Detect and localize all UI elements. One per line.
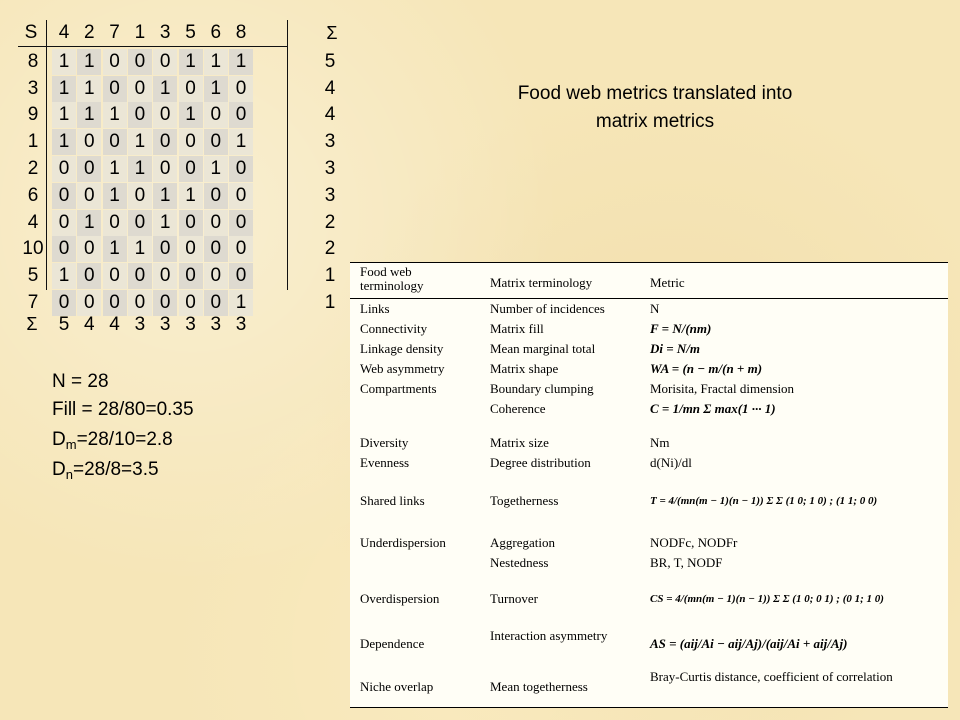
matrix-cell: 0 <box>52 290 76 316</box>
food-web-term: Niche overlap <box>360 679 434 694</box>
matrix-cell: 0 <box>204 263 228 289</box>
matrix-cell: 0 <box>128 290 152 316</box>
matrix-cell: 0 <box>204 236 228 262</box>
matrix-cell: 0 <box>179 290 203 316</box>
matrix-cell: 1 <box>52 102 76 128</box>
metric-formula: Nm <box>650 435 670 450</box>
matrix-term: Matrix fill <box>490 321 544 336</box>
col-sum: 3 <box>134 314 146 335</box>
food-web-term: Connectivity <box>360 321 428 336</box>
header-matrix: Matrix terminology <box>490 275 593 290</box>
matrix-cell: 1 <box>77 49 101 75</box>
row-sum: 1 <box>324 265 336 287</box>
matrix-cell: 0 <box>77 236 101 262</box>
matrix-col-label: 5 <box>185 22 196 43</box>
matrix-cell: 0 <box>204 102 228 128</box>
metric-formula: Bray-Curtis distance, coefficient of correlation <box>650 669 893 684</box>
matrix-term: Togetherness <box>490 493 559 508</box>
matrix-row-label: 1 <box>27 131 39 153</box>
matrix-right-rule <box>287 20 288 290</box>
matrix-cell: 0 <box>52 210 76 236</box>
matrix-term: Mean togetherness <box>490 679 588 694</box>
matrix-corner-label: S <box>24 22 38 43</box>
matrix-row-label: 6 <box>27 184 39 206</box>
matrix-cell: 1 <box>128 156 152 182</box>
header-metric: Metric <box>650 275 685 290</box>
matrix-cell: 0 <box>179 210 203 236</box>
matrix-cell: 1 <box>204 156 228 182</box>
matrix-term: Aggregation <box>490 535 555 550</box>
slide-title <box>470 80 840 136</box>
matrix-cell: 0 <box>204 183 228 209</box>
col-sum: 5 <box>58 314 70 335</box>
matrix-cell: 0 <box>153 156 177 182</box>
matrix-cell: 1 <box>103 183 127 209</box>
matrix-row-label: 2 <box>27 158 39 179</box>
col-sum: 4 <box>109 314 120 335</box>
matrix-cell: 1 <box>153 210 177 236</box>
food-web-term: Evenness <box>360 455 410 470</box>
matrix-cell: 1 <box>52 49 76 75</box>
title-line-2: matrix metrics <box>595 111 715 132</box>
matrix-cell: 0 <box>52 156 76 182</box>
matrix-term: Matrix shape <box>490 361 559 376</box>
matrix-cell: 1 <box>77 210 101 236</box>
header-food-web: Food web terminology <box>360 264 424 293</box>
matrix-cell: 1 <box>153 76 177 102</box>
row-sum: 4 <box>324 104 336 126</box>
matrix-cell: 1 <box>229 49 253 75</box>
matrix-cell: 0 <box>128 263 152 289</box>
matrix-term: Boundary clumping <box>490 381 594 396</box>
matrix-cell: 0 <box>229 210 253 236</box>
matrix-cell: 0 <box>128 76 152 102</box>
matrix-cell: 0 <box>52 183 76 209</box>
matrix-cell: 1 <box>77 76 101 102</box>
food-web-term: Diversity <box>360 435 409 450</box>
matrix-left-rule <box>46 20 47 290</box>
matrix-row-label: 8 <box>27 50 39 72</box>
row-sum: 3 <box>324 158 336 179</box>
matrix-col-label: 2 <box>84 22 95 43</box>
matrix-cell: 0 <box>103 210 127 236</box>
metric-formula: T = 4/(mn(m − 1)(n − 1)) Σ Σ (1 0; 1 0) ; (1 1; 0 0) <box>650 495 878 507</box>
row-sum-sigma: Σ <box>326 23 338 43</box>
stat-fill: Fill = 28/80=0.35 <box>52 399 194 420</box>
row-sum: 5 <box>324 50 336 72</box>
matrix-col-label: 8 <box>235 22 247 43</box>
matrix-cell: 0 <box>153 263 177 289</box>
matrix-cell: 1 <box>179 49 203 75</box>
metric-formula: Di = N/m <box>650 341 701 356</box>
matrix-cell: 0 <box>179 263 203 289</box>
stat-dm: $D_m=28/10=2.8$ <box>52 429 173 452</box>
table-bottom-rule <box>350 707 948 708</box>
matrix-cell: 0 <box>204 290 228 316</box>
matrix-col-label: 6 <box>210 22 222 43</box>
matrix-cell: 0 <box>229 156 253 182</box>
metric-formula: WA = (n − m/(n + m) <box>650 361 763 376</box>
title-line-1: Food web metrics translated into <box>517 83 793 104</box>
matrix-cell: 0 <box>52 236 76 262</box>
matrix-cell: 1 <box>52 263 76 289</box>
matrix-cell: 0 <box>128 49 152 75</box>
food-web-term: Shared links <box>360 493 425 508</box>
matrix-cell: 0 <box>229 236 253 262</box>
matrix-cell: 1 <box>204 76 228 102</box>
matrix-cell: 0 <box>77 290 101 316</box>
metric-formula: d(Ni)/dl <box>650 455 692 470</box>
matrix-cell: 1 <box>52 129 76 155</box>
matrix-row-label: 9 <box>27 104 39 126</box>
matrix-term: Turnover <box>490 591 538 606</box>
matrix-cell: 0 <box>77 129 101 155</box>
food-web-term: Linkage density <box>360 341 444 356</box>
matrix-cell: 1 <box>179 102 203 128</box>
table-header-rule <box>350 298 948 299</box>
matrix-cell: 0 <box>179 236 203 262</box>
matrix-cell: 1 <box>128 236 152 262</box>
matrix-cell: 0 <box>103 49 127 75</box>
metric-formula: AS = (aij/Ai − aij/Aj)/(aij/Ai + aij/Aj) <box>650 636 848 651</box>
matrix-cell: 0 <box>229 76 253 102</box>
matrix-cell: 0 <box>229 263 253 289</box>
matrix-row-label: 5 <box>27 265 39 287</box>
stat-links: N = 28 <box>52 371 109 392</box>
matrix-cell: 0 <box>128 102 152 128</box>
matrix-term: Coherence <box>490 401 546 416</box>
row-sum: 3 <box>324 131 336 153</box>
matrix-col-label: 7 <box>109 22 120 43</box>
row-sum: 2 <box>324 238 336 260</box>
matrix-cell: 1 <box>103 102 127 128</box>
matrix-term: Nestedness <box>490 555 549 570</box>
matrix-cell: 0 <box>229 102 253 128</box>
matrix-cell: 0 <box>103 263 127 289</box>
matrix-row-label: 10 <box>22 238 44 260</box>
col-sum: 3 <box>159 314 171 335</box>
matrix-cell: 1 <box>229 290 253 316</box>
row-sum: 3 <box>324 184 336 206</box>
matrix-cell: 0 <box>77 263 101 289</box>
metric-formula: Morisita, Fractal dimension <box>650 381 795 396</box>
metric-formula: CS = 4/(mn(m − 1)(n − 1)) Σ Σ (1 0; 0 1) ; (0 1; 1 0) <box>650 593 884 605</box>
matrix-cell: 0 <box>179 156 203 182</box>
matrix-term: Matrix size <box>490 435 549 450</box>
stat-dn: $D_n=28/8=3.5$ <box>52 459 159 482</box>
matrix-header-rule <box>18 46 288 47</box>
matrix-cell: 1 <box>204 49 228 75</box>
matrix-cell: 1 <box>103 156 127 182</box>
row-sum: 1 <box>324 292 336 313</box>
food-web-term: Dependence <box>360 636 425 651</box>
matrix-term: Interaction asymmetry <box>490 628 608 643</box>
table-top-rule <box>350 262 948 263</box>
metric-formula: N <box>650 301 660 316</box>
matrix-cell: 0 <box>179 129 203 155</box>
matrix-cell: 0 <box>204 210 228 236</box>
matrix-term: Number of incidences <box>490 301 605 316</box>
matrix-row-label: 4 <box>27 211 39 233</box>
matrix-cell: 0 <box>153 129 177 155</box>
matrix-cell: 0 <box>153 290 177 316</box>
matrix-cell: 0 <box>179 76 203 102</box>
food-web-term: Overdispersion <box>360 591 440 606</box>
matrix-term: Degree distribution <box>490 455 591 470</box>
col-sum: 3 <box>185 314 196 335</box>
matrix-cell: 0 <box>77 183 101 209</box>
metric-formula: C = 1/mn Σ max(1 ··· 1) <box>650 401 776 416</box>
col-sum-sigma: Σ <box>26 314 38 334</box>
matrix-cell: 0 <box>77 156 101 182</box>
matrix-cell: 1 <box>52 76 76 102</box>
matrix-cell: 0 <box>229 183 253 209</box>
matrix-cell: 0 <box>103 76 127 102</box>
row-sum: 4 <box>324 77 336 99</box>
matrix-cell: 0 <box>153 49 177 75</box>
matrix-cell: 0 <box>103 129 127 155</box>
matrix-cell: 0 <box>153 236 177 262</box>
metric-formula: BR, T, NODF <box>650 555 723 570</box>
matrix-cell: 0 <box>204 129 228 155</box>
matrix-cell: 0 <box>103 290 127 316</box>
matrix-col-label: 3 <box>159 22 171 43</box>
matrix-cell: 1 <box>229 129 253 155</box>
col-sum: 3 <box>235 314 247 335</box>
matrix-cell: 0 <box>128 210 152 236</box>
matrix-cell: 1 <box>179 183 203 209</box>
metric-formula: NODFc, NODFr <box>650 535 738 550</box>
col-sum: 4 <box>84 314 95 335</box>
col-sum: 3 <box>210 314 222 335</box>
food-web-term: Web asymmetry <box>360 361 445 376</box>
matrix-cell: 0 <box>128 183 152 209</box>
matrix-cell: 1 <box>77 102 101 128</box>
metric-formula: F = N/(nm) <box>650 321 712 336</box>
food-web-term: Links <box>360 301 390 316</box>
matrix-row-label: 3 <box>27 77 39 99</box>
matrix-col-label: 4 <box>58 22 70 43</box>
matrix-row-label: 7 <box>27 292 39 313</box>
matrix-cell: 1 <box>103 236 127 262</box>
matrix-cell: 0 <box>153 102 177 128</box>
food-web-term: Underdispersion <box>360 535 446 550</box>
matrix-term: Mean marginal total <box>490 341 596 356</box>
matrix-cell: 1 <box>153 183 177 209</box>
row-sum: 2 <box>324 211 336 233</box>
food-web-term: Compartments <box>360 381 437 396</box>
matrix-col-label: 1 <box>134 22 146 43</box>
matrix-cell: 1 <box>128 129 152 155</box>
metrics-table <box>350 262 948 708</box>
